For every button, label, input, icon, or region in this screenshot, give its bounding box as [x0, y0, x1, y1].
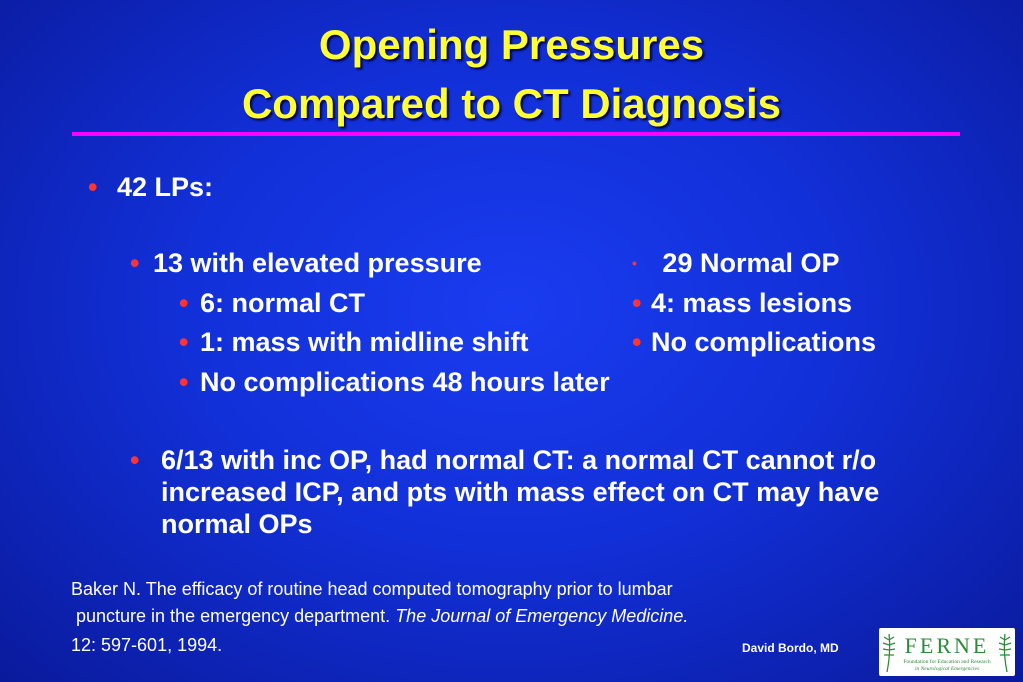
- main-bullet-text: 42 LPs:: [116, 172, 214, 202]
- bullet-marker: •: [130, 445, 140, 475]
- author-credit: David Bordo, MD: [742, 641, 839, 655]
- logo-tagline-2: in Neurological Emergencies: [914, 666, 980, 672]
- bullet-marker: •: [179, 327, 189, 357]
- bullet-marker: •: [179, 367, 189, 397]
- reference-line3: 12: 597-601, 1994.: [71, 635, 223, 655]
- left-head-text: 13 with elevated pressure: [152, 248, 482, 278]
- left-item: [179, 287, 365, 319]
- bullet-marker: •: [632, 288, 642, 318]
- bullet-marker: •: [632, 327, 642, 357]
- right-item: [632, 287, 852, 319]
- ferne-logo-graphic: [879, 628, 1015, 676]
- slide-title-line2: Compared to CT Diagnosis: [241, 80, 782, 127]
- reference-journal: The Journal of Emergency Medicine.: [395, 606, 689, 626]
- reference-line2-plain: puncture in the emergency department.: [71, 606, 396, 626]
- left-item-text: No complications 48 hours later: [199, 367, 610, 397]
- ferne-logo: [879, 628, 1015, 676]
- logo-wordmark: FERNE: [904, 633, 990, 658]
- left-head: [130, 247, 482, 279]
- right-head: [632, 247, 840, 279]
- bullet-marker: •: [179, 288, 189, 318]
- main-bullet: [88, 171, 213, 203]
- bullet-marker: •: [632, 255, 637, 271]
- reference-line1: Baker N. The efficacy of routine head computed tomography prior to lumbar: [71, 579, 673, 599]
- bullet-marker: •: [130, 248, 140, 278]
- left-item-text: 6: normal CT: [199, 288, 365, 318]
- left-item: [179, 366, 610, 398]
- title-divider: [72, 132, 960, 136]
- left-item-text: 1: mass with midline shift: [199, 327, 529, 357]
- right-item: [632, 326, 876, 358]
- bullet-marker: •: [88, 172, 98, 202]
- reference-line2: [71, 604, 688, 628]
- right-item-text: No complications: [650, 327, 876, 357]
- right-item-text: 4: mass lesions: [650, 288, 853, 318]
- conclusion-text: 6/13 with inc OP, had normal CT: a normal CT cannot r/o increased ICP, and pts with mass effect on CT may have normal OPs: [161, 445, 880, 539]
- slide-title-line1: Opening Pressures: [318, 21, 705, 68]
- left-item: [179, 326, 529, 358]
- logo-tagline-1: Foundation for Education and Research: [903, 659, 991, 665]
- right-head-text: 29 Normal OP: [662, 248, 840, 278]
